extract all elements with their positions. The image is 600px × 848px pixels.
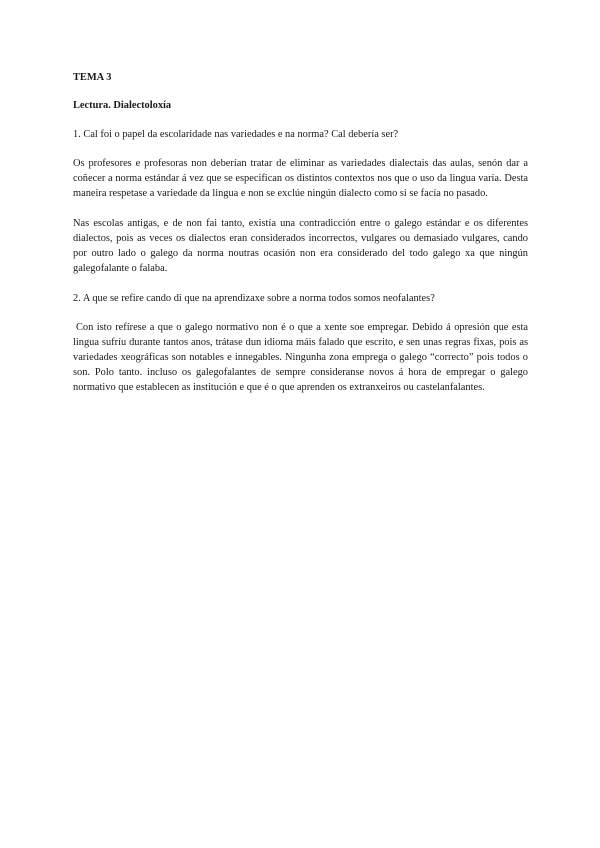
answer-2-paragraph: Con isto refírese a que o galego normativo non é o que a xente soe empregar. Debido á opresión que esta lingua sufríu durante tantos anos, trátase dun idioma máis falado que escrito, e sen unas regras fixas, pois as variedades xeográficas son notables e innegables. Ningunha zona emprega o galego “correcto” pois todos o son. Polo tanto. incluso os galegofalantes de sempre consideranse novos á hora de empregar o galego normativo que establecen as institución e que é o que aprenden os extranxeiros ou castelanfalantes. xyxy=(73,322,528,393)
question-2: 2. A que se refire cando di que na aprendizaxe sobre a norma todos somos neofalantes? xyxy=(73,293,435,304)
document-body xyxy=(73,70,528,410)
answer-1-paragraph-2: Nas escolas antigas, e de non fai tanto, existía una contradicción entre o galego estándar e os diferentes dialectos, pois as veces os dialectos eran considerados incorrectos, vulgares ou demasiado vulgares, cando por outro lado o galego da norma noutras ocasión non era considerado del todo galego xa que ningún galegofalante o falaba. xyxy=(73,218,528,274)
answer-1-paragraph-1: Os profesores e profesoras non deberían tratar de eliminar as variedades dialectais das aulas, senón dar a coñecer a norma estándar á vez que se especifican os distintos contextos nos que o uso da lingua varía. Desta maneira respetase a variedade da lingua e non se exclúe ningún dialecto como si se facía no pasado. xyxy=(73,158,528,199)
document-subtitle: Lectura. Dialectoloxía xyxy=(73,100,172,111)
question-1: 1. Cal foi o papel da escolaridade nas variedades e na norma? Cal debería ser? xyxy=(73,129,399,140)
document-title: TEMA 3 xyxy=(73,72,112,83)
